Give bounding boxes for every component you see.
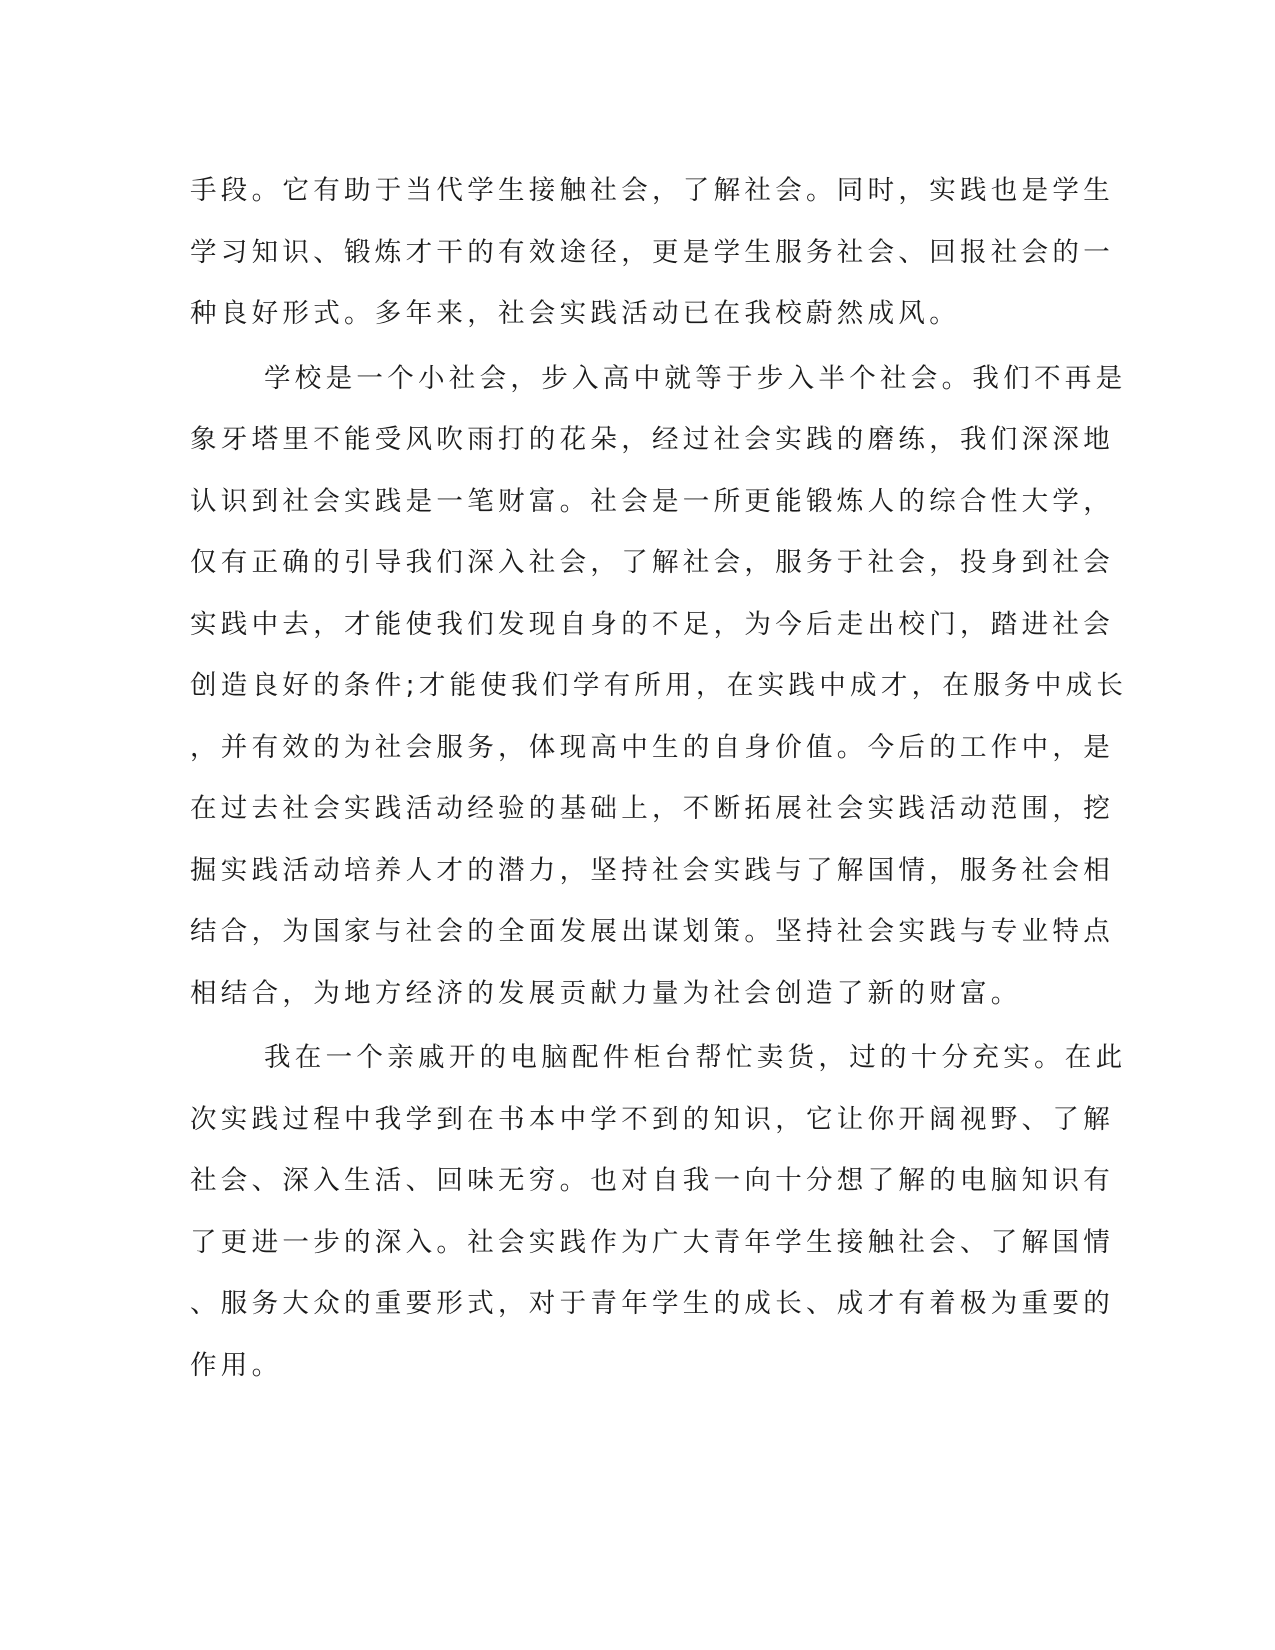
text-line: 、服务大众的重要形式，对于青年学生的成长、成才有着极为重要的	[190, 1288, 1114, 1319]
text-line: 学校是一个小社会，步入高中就等于步入半个社会。我们不再是	[264, 362, 1127, 394]
text-line: 仅有正确的引导我们深入社会，了解社会，服务于社会，投身到社会	[190, 547, 1114, 578]
text-line: 我在一个亲戚开的电脑配件柜台帮忙卖货，过的十分充实。在此	[264, 1042, 1127, 1073]
text-line: 象牙塔里不能受风吹雨打的花朵，经过社会实践的磨练，我们深深地	[190, 424, 1114, 455]
text-line: 手段。它有助于当代学生接触社会，了解社会。同时，实践也是学生	[190, 175, 1114, 206]
text-line: 相结合，为地方经济的发展贡献力量为社会创造了新的财富。	[190, 977, 1022, 1009]
text-line: ，并有效的为社会服务，体现高中生的自身价值。今后的工作中，是	[190, 731, 1114, 763]
text-line: 次实践过程中我学到在书本中学不到的知识，它让你开阔视野、了解	[190, 1103, 1114, 1135]
paragraph-1	[190, 160, 1114, 345]
paragraph-3	[190, 1027, 1127, 1396]
text-line: 社会、深入生活、回味无穷。也对自我一向十分想了解的电脑知识有	[190, 1165, 1114, 1196]
text-line: 在过去社会实践活动经验的基础上，不断拓展社会实践活动范围，挖	[190, 793, 1114, 824]
text-line: 结合，为国家与社会的全面发展出谋划策。坚持社会实践与专业特点	[190, 916, 1114, 947]
text-line: 实践中去，才能使我们发现自身的不足，为今后走出校门，踏进社会	[190, 608, 1114, 640]
text-line: 种良好形式。多年来，社会实践活动已在我校蔚然成风。	[190, 298, 960, 329]
paragraph-2	[190, 348, 1128, 1025]
document-body	[190, 160, 1128, 1396]
text-line: 作用。	[190, 1349, 283, 1381]
text-line: 认识到社会实践是一笔财富。社会是一所更能锻炼人的综合性大学，	[190, 485, 1114, 517]
text-line: 掘实践活动培养人才的潜力，坚持社会实践与了解国情，服务社会相	[190, 854, 1114, 886]
text-line: 学习知识、锻炼才干的有效途径，更是学生服务社会、回报社会的一	[190, 236, 1114, 268]
text-line: 了更进一步的深入。社会实践作为广大青年学生接触社会、了解国情	[190, 1226, 1114, 1258]
text-line: 创造良好的条件;才能使我们学有所用，在实践中成才，在服务中成长	[190, 670, 1128, 701]
